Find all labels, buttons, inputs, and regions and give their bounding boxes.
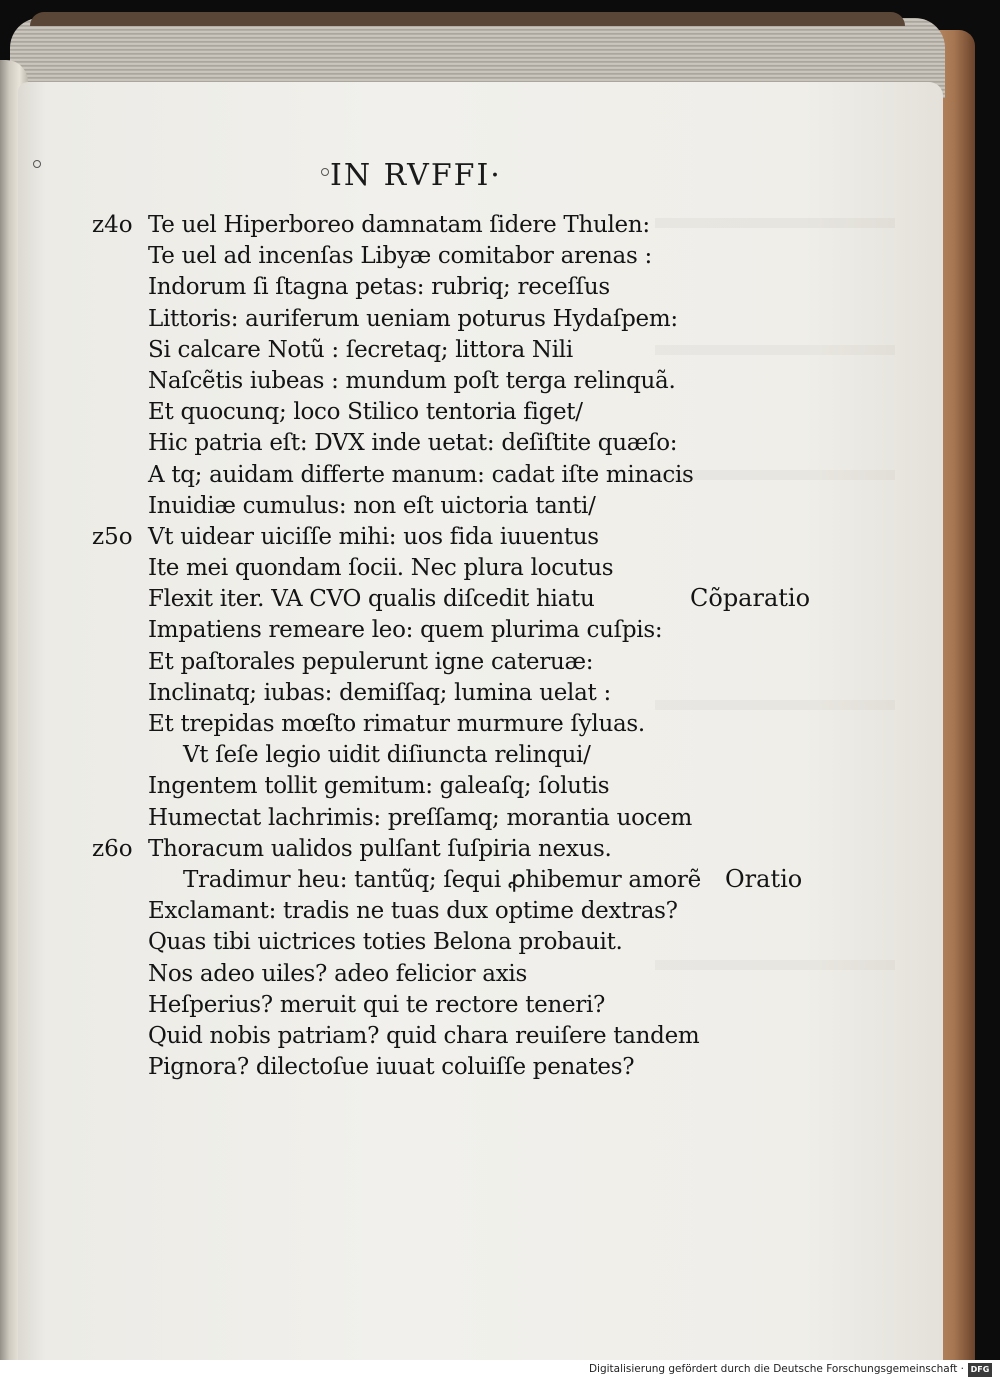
verse-line: Pignora? dilectoſue iuuat coluiſſe penates? [148, 1054, 635, 1081]
verse-line: Et trepidas mœſto rimatur murmure ſyluas. [148, 711, 645, 737]
verse-line: Et quocunq; loco Stilico tentoria figet/ [148, 399, 583, 426]
verse-line: Thoracum ualidos pulſant ſuſpiria nexus. [148, 835, 612, 862]
verse-line: Ingentem tollit gemitum: galeaſq; ſolutis [148, 773, 610, 800]
verse-line: Indorum ſi ſtagna petas: rubriq; receſſus [148, 274, 610, 301]
verse-line: Quid nobis patriam? quid chara reuiſere tandem [148, 1022, 700, 1049]
funding-notice: Digitalisierung gefördert durch die Deutsche Forschungsgemeinschaft · [588, 1363, 964, 1375]
verse-line: Te uel Hiperboreo damnatam ſidere Thulen: [148, 212, 650, 238]
verse-line: Si calcare Notũ : ſecretaq; littora Nili [148, 336, 573, 363]
line-number: z6o [92, 836, 133, 862]
running-head: IN RVFFI· [330, 158, 502, 193]
ink-mark [33, 160, 41, 168]
footer-bar [0, 1360, 1000, 1380]
verse-line: Tradimur heu: tantũq; ſequi ꝓhibemur amorẽ [183, 866, 701, 893]
verse-line: Hic patria eſt: DVX inde uetat: deſiſtite quæſo: [148, 430, 678, 457]
verse-line: Naſcẽtis iubeas : mundum poſt terga relinquã. [148, 367, 676, 394]
verse-line: Inuidiæ cumulus: non eſt uictoria tanti/ [148, 492, 596, 519]
verse-line: A tq; auidam differte manum: cadat iſte minacis [148, 461, 694, 488]
line-number: z5o [92, 524, 133, 550]
verse-line: Te uel ad incenſas Libyæ comitabor arenas : [148, 243, 652, 270]
verse-line: Et paſtorales pepulerunt igne cateruæ: [148, 648, 594, 675]
verse-line: Humectat lachrimis: preſſamq; morantia uocem [148, 804, 693, 831]
verse-line: Heſperius? meruit qui te rectore teneri? [148, 991, 606, 1018]
verse-line: Littoris: auriferum ueniam poturus Hydaſpem: [148, 305, 678, 332]
verse-line: Vt ſeſe legio uidit diſiuncta relinqui/ [183, 742, 591, 769]
verse-line: Impatiens remeare leo: quem plurima cuſpis: [148, 617, 663, 644]
verse-line: Quas tibi uictrices toties Belona probauit. [148, 929, 623, 956]
dfg-logo: DFG [968, 1363, 992, 1377]
verse-line: Inclinatq; iubas: demiſſaq; lumina uelat : [148, 679, 611, 706]
verse-line: Vt uidear uiciſſe mihi: uos fida iuuentus [148, 523, 599, 550]
marginal-gloss: Cõparatio [690, 584, 811, 613]
verse-line: Ite mei quondam ſocii. Nec plura locutus [148, 555, 614, 582]
marginal-gloss: Oratio [725, 865, 803, 894]
verse-line: Nos adeo uiles? adeo felicior axis [148, 960, 527, 987]
verse-line: Flexit iter. VA CVO qualis diſcedit hiatu [148, 586, 595, 613]
verse-line: Exclamant: tradis ne tuas dux optime dextras? [148, 898, 678, 925]
ink-mark [321, 168, 329, 176]
line-number: z4o [92, 212, 133, 238]
verse-block [148, 210, 701, 1083]
